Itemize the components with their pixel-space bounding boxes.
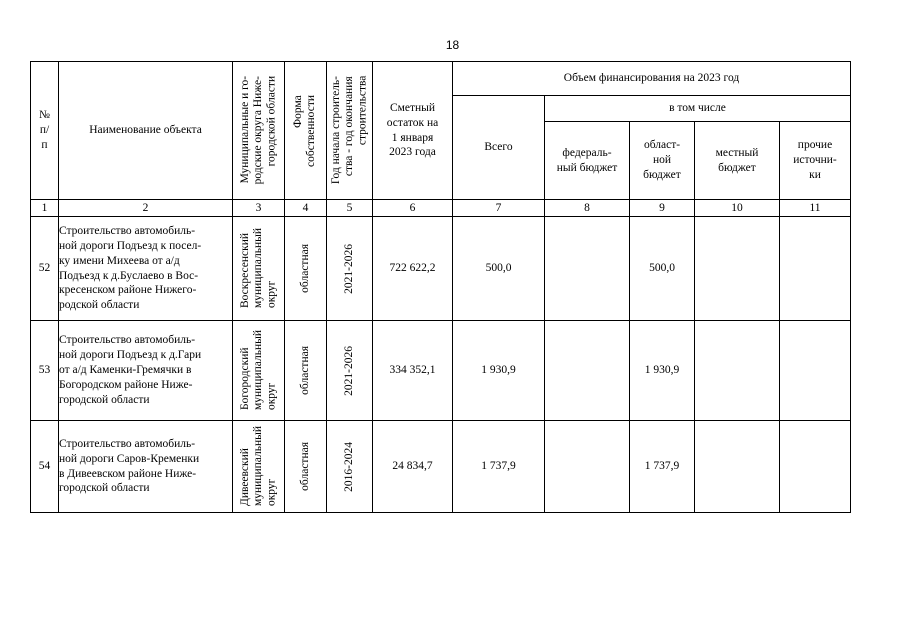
column-number: 2 <box>59 200 233 217</box>
object-name: Строительство автомобиль- ной дороги Подъезд к д.Гари от а/д Каменки-Гремячки в Богородском районе Ниже- городской области <box>59 321 233 421</box>
ownership-text: областная <box>298 346 311 395</box>
ownership-cell <box>285 217 327 321</box>
header-other: прочие источни- ки <box>780 122 851 200</box>
financing-table <box>30 61 851 513</box>
header-period-text: Год начала строитель- ства - год окончания строительства <box>329 76 369 185</box>
other-value <box>780 321 851 421</box>
header-period <box>327 62 373 200</box>
table-row <box>31 321 851 421</box>
page-number: 18 <box>445 38 460 52</box>
column-number: 9 <box>630 200 695 217</box>
ownership-text: областная <box>298 442 311 491</box>
header-financing: Объем финансирования на 2023 год <box>453 62 851 96</box>
total-value: 1 737,9 <box>453 421 545 513</box>
column-number: 6 <box>373 200 453 217</box>
municipal-text: Воскресенский муниципальный округ <box>238 228 278 309</box>
total-value: 500,0 <box>453 217 545 321</box>
federal-value <box>545 217 630 321</box>
header-municipal <box>233 62 285 200</box>
column-number: 4 <box>285 200 327 217</box>
ownership-cell <box>285 421 327 513</box>
local-value <box>695 421 780 513</box>
column-number: 11 <box>780 200 851 217</box>
header-total: Всего <box>453 96 545 200</box>
column-number: 10 <box>695 200 780 217</box>
column-number: 1 <box>31 200 59 217</box>
table-row <box>31 421 851 513</box>
remainder-value: 24 834,7 <box>373 421 453 513</box>
column-number: 7 <box>453 200 545 217</box>
period-cell <box>327 217 373 321</box>
municipal-cell <box>233 321 285 421</box>
municipal-text: Богородский муниципальный округ <box>238 330 278 411</box>
federal-value <box>545 421 630 513</box>
header-including: в том числе <box>545 96 851 122</box>
column-number: 5 <box>327 200 373 217</box>
header-no: № п/ п <box>31 62 59 200</box>
federal-value <box>545 321 630 421</box>
period-cell <box>327 421 373 513</box>
object-name: Строительство автомобиль- ной дороги Подъезд к посел- ку имени Михеева от а/д Подъезд к д.Буслаево в Вос- кресенском районе Нижего- родской области <box>59 217 233 321</box>
header-municipal-text: Муниципальные и го- родские округа Ниже- городской области <box>238 76 278 185</box>
column-number: 8 <box>545 200 630 217</box>
period-cell <box>327 321 373 421</box>
local-value <box>695 321 780 421</box>
row-number: 52 <box>31 217 59 321</box>
object-name: Строительство автомобиль- ной дороги Саров-Кременки в Дивеевском районе Ниже- городской области <box>59 421 233 513</box>
header-ownership <box>285 62 327 200</box>
row-number: 54 <box>31 421 59 513</box>
table-row <box>31 217 851 321</box>
regional-value: 1 737,9 <box>630 421 695 513</box>
period-text: 2021-2026 <box>342 345 355 396</box>
municipal-cell <box>233 217 285 321</box>
header-regional: област- ной бюджет <box>630 122 695 200</box>
municipal-text: Дивеевский муниципальный округ <box>238 426 278 507</box>
other-value <box>780 217 851 321</box>
ownership-cell <box>285 321 327 421</box>
remainder-value: 334 352,1 <box>373 321 453 421</box>
total-value: 1 930,9 <box>453 321 545 421</box>
header-federal: федераль- ный бюджет <box>545 122 630 200</box>
column-numbers-row <box>31 200 851 217</box>
column-number: 3 <box>233 200 285 217</box>
ownership-text: областная <box>298 244 311 293</box>
header-ownership-text: Форма собственности <box>292 94 318 167</box>
other-value <box>780 421 851 513</box>
municipal-cell <box>233 421 285 513</box>
row-number: 53 <box>31 321 59 421</box>
period-text: 2016-2024 <box>342 441 355 492</box>
period-text: 2021-2026 <box>342 243 355 294</box>
header-remainder: Сметный остаток на 1 января 2023 года <box>373 62 453 200</box>
header-local: местный бюджет <box>695 122 780 200</box>
remainder-value: 722 622,2 <box>373 217 453 321</box>
regional-value: 1 930,9 <box>630 321 695 421</box>
regional-value: 500,0 <box>630 217 695 321</box>
header-name: Наименование объекта <box>59 62 233 200</box>
local-value <box>695 217 780 321</box>
